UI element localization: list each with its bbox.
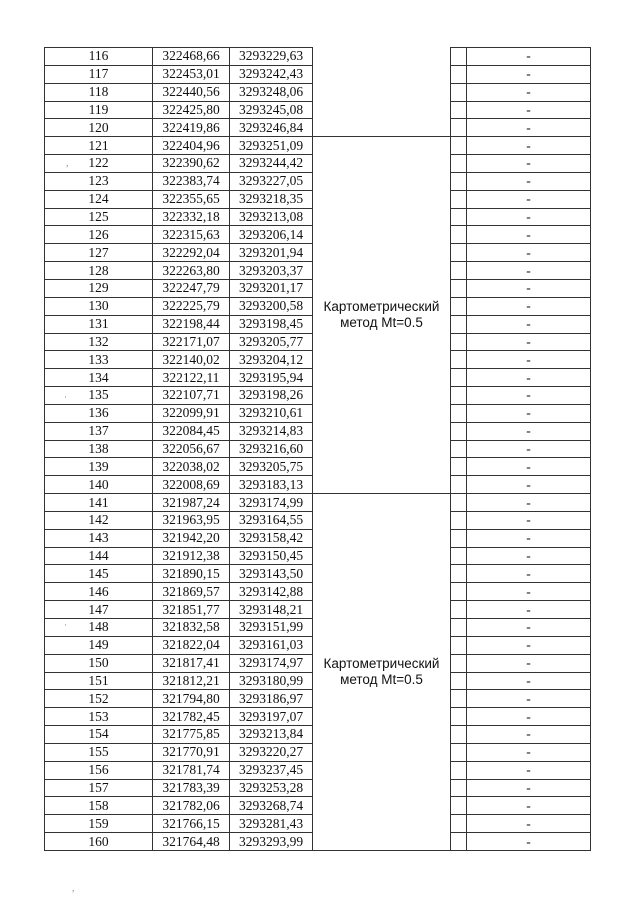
y-coordinate-cell: 3293268,74 [230, 797, 313, 815]
x-coordinate-cell: 321764,48 [153, 833, 230, 851]
x-coordinate-cell: 321781,74 [153, 761, 230, 779]
y-coordinate-cell: 3293213,84 [230, 726, 313, 744]
point-number-cell: 134 [45, 369, 153, 387]
y-coordinate-cell: 3293214,83 [230, 422, 313, 440]
empty-cell [451, 83, 467, 101]
value-cell: - [467, 422, 591, 440]
point-number-cell: 141 [45, 494, 153, 512]
point-number-cell: 139 [45, 458, 153, 476]
point-number-cell: 131 [45, 315, 153, 333]
x-coordinate-cell: 321851,77 [153, 601, 230, 619]
x-coordinate-cell: 322107,71 [153, 387, 230, 405]
method-text: метод Mt=0.5 [340, 672, 423, 688]
x-coordinate-cell: 321822,04 [153, 636, 230, 654]
empty-cell [451, 726, 467, 744]
point-number-cell: 116 [45, 48, 153, 66]
value-cell: - [467, 511, 591, 529]
value-cell: - [467, 636, 591, 654]
y-coordinate-cell: 3293161,03 [230, 636, 313, 654]
point-number-cell: 154 [45, 726, 153, 744]
x-coordinate-cell: 322453,01 [153, 65, 230, 83]
y-coordinate-cell: 3293195,94 [230, 369, 313, 387]
x-coordinate-cell: 322292,04 [153, 244, 230, 262]
x-coordinate-cell: 321794,80 [153, 690, 230, 708]
point-number-cell: 144 [45, 547, 153, 565]
empty-cell [451, 761, 467, 779]
value-cell: - [467, 190, 591, 208]
empty-cell [451, 779, 467, 797]
point-number-cell: 158 [45, 797, 153, 815]
point-number-cell: 123 [45, 172, 153, 190]
empty-cell [451, 654, 467, 672]
value-cell: - [467, 619, 591, 637]
x-coordinate-cell: 321963,95 [153, 511, 230, 529]
y-coordinate-cell: 3293197,07 [230, 708, 313, 726]
value-cell: - [467, 743, 591, 761]
point-number-cell: 140 [45, 476, 153, 494]
y-coordinate-cell: 3293245,08 [230, 101, 313, 119]
value-cell: - [467, 494, 591, 512]
x-coordinate-cell: 322122,11 [153, 369, 230, 387]
method-cell [313, 48, 451, 137]
point-number-cell: 138 [45, 440, 153, 458]
point-number-cell: 126 [45, 226, 153, 244]
method-cell [313, 137, 451, 494]
y-coordinate-cell: 3293206,14 [230, 226, 313, 244]
y-coordinate-cell: 3293198,26 [230, 387, 313, 405]
point-number-cell: 146 [45, 583, 153, 601]
empty-cell [451, 672, 467, 690]
value-cell: - [467, 815, 591, 833]
y-coordinate-cell: 3293220,27 [230, 743, 313, 761]
empty-cell [451, 404, 467, 422]
empty-cell [451, 636, 467, 654]
value-cell: - [467, 48, 591, 66]
y-coordinate-cell: 3293237,45 [230, 761, 313, 779]
value-cell: - [467, 583, 591, 601]
empty-cell [451, 833, 467, 851]
x-coordinate-cell: 322425,80 [153, 101, 230, 119]
value-cell: - [467, 369, 591, 387]
value-cell: - [467, 244, 591, 262]
point-number-cell: 127 [45, 244, 153, 262]
point-number-cell: 142 [45, 511, 153, 529]
y-coordinate-cell: 3293183,13 [230, 476, 313, 494]
y-coordinate-cell: 3293143,50 [230, 565, 313, 583]
table-row [45, 494, 591, 512]
y-coordinate-cell: 3293180,99 [230, 672, 313, 690]
value-cell: - [467, 779, 591, 797]
x-coordinate-cell: 321775,85 [153, 726, 230, 744]
point-number-cell: 117 [45, 65, 153, 83]
y-coordinate-cell: 3293201,94 [230, 244, 313, 262]
y-coordinate-cell: 3293281,43 [230, 815, 313, 833]
point-number-cell: 159 [45, 815, 153, 833]
x-coordinate-cell: 322390,62 [153, 155, 230, 173]
empty-cell [451, 101, 467, 119]
value-cell: - [467, 458, 591, 476]
empty-cell [451, 476, 467, 494]
scan-mark: · [64, 392, 67, 402]
x-coordinate-cell: 321782,06 [153, 797, 230, 815]
y-coordinate-cell: 3293229,63 [230, 48, 313, 66]
x-coordinate-cell: 322084,45 [153, 422, 230, 440]
empty-cell [451, 815, 467, 833]
value-cell: - [467, 547, 591, 565]
x-coordinate-cell: 321987,24 [153, 494, 230, 512]
point-number-cell: 150 [45, 654, 153, 672]
x-coordinate-cell: 322140,02 [153, 351, 230, 369]
x-coordinate-cell: 322038,02 [153, 458, 230, 476]
x-coordinate-cell: 322468,66 [153, 48, 230, 66]
x-coordinate-cell: 322440,56 [153, 83, 230, 101]
value-cell: - [467, 654, 591, 672]
empty-cell [451, 708, 467, 726]
y-coordinate-cell: 3293148,21 [230, 601, 313, 619]
coordinates-table [44, 47, 591, 851]
table-row [45, 137, 591, 155]
value-cell: - [467, 708, 591, 726]
point-number-cell: 153 [45, 708, 153, 726]
empty-cell [451, 351, 467, 369]
value-cell: - [467, 761, 591, 779]
y-coordinate-cell: 3293142,88 [230, 583, 313, 601]
value-cell: - [467, 226, 591, 244]
x-coordinate-cell: 322404,96 [153, 137, 230, 155]
empty-cell [451, 529, 467, 547]
x-coordinate-cell: 321783,39 [153, 779, 230, 797]
x-coordinate-cell: 322247,79 [153, 279, 230, 297]
coordinates-table-body [45, 48, 591, 851]
scan-mark: , [66, 158, 69, 168]
value-cell: - [467, 690, 591, 708]
point-number-cell: 160 [45, 833, 153, 851]
y-coordinate-cell: 3293213,08 [230, 208, 313, 226]
empty-cell [451, 226, 467, 244]
y-coordinate-cell: 3293293,99 [230, 833, 313, 851]
empty-cell [451, 797, 467, 815]
value-cell: - [467, 440, 591, 458]
value-cell: - [467, 155, 591, 173]
x-coordinate-cell: 322383,74 [153, 172, 230, 190]
empty-cell [451, 440, 467, 458]
method-text: метод Mt=0.5 [340, 315, 423, 331]
empty-cell [451, 262, 467, 280]
value-cell: - [467, 297, 591, 315]
x-coordinate-cell: 322198,44 [153, 315, 230, 333]
empty-cell [451, 190, 467, 208]
value-cell: - [467, 83, 591, 101]
x-coordinate-cell: 322419,86 [153, 119, 230, 137]
value-cell: - [467, 404, 591, 422]
value-cell: - [467, 172, 591, 190]
y-coordinate-cell: 3293246,84 [230, 119, 313, 137]
value-cell: - [467, 476, 591, 494]
value-cell: - [467, 65, 591, 83]
y-coordinate-cell: 3293216,60 [230, 440, 313, 458]
empty-cell [451, 297, 467, 315]
x-coordinate-cell: 322332,18 [153, 208, 230, 226]
empty-cell [451, 690, 467, 708]
x-coordinate-cell: 321912,38 [153, 547, 230, 565]
value-cell: - [467, 208, 591, 226]
value-cell: - [467, 797, 591, 815]
y-coordinate-cell: 3293186,97 [230, 690, 313, 708]
empty-cell [451, 494, 467, 512]
empty-cell [451, 315, 467, 333]
empty-cell [451, 565, 467, 583]
y-coordinate-cell: 3293151,99 [230, 619, 313, 637]
y-coordinate-cell: 3293205,75 [230, 458, 313, 476]
empty-cell [451, 155, 467, 173]
point-number-cell: 125 [45, 208, 153, 226]
y-coordinate-cell: 3293227,05 [230, 172, 313, 190]
point-number-cell: 133 [45, 351, 153, 369]
x-coordinate-cell: 322171,07 [153, 333, 230, 351]
x-coordinate-cell: 322355,65 [153, 190, 230, 208]
value-cell: - [467, 672, 591, 690]
point-number-cell: 137 [45, 422, 153, 440]
y-coordinate-cell: 3293205,77 [230, 333, 313, 351]
value-cell: - [467, 833, 591, 851]
point-number-cell: 145 [45, 565, 153, 583]
x-coordinate-cell: 321770,91 [153, 743, 230, 761]
empty-cell [451, 547, 467, 565]
value-cell: - [467, 262, 591, 280]
x-coordinate-cell: 321890,15 [153, 565, 230, 583]
table-row [45, 48, 591, 66]
point-number-cell: 121 [45, 137, 153, 155]
y-coordinate-cell: 3293253,28 [230, 779, 313, 797]
empty-cell [451, 65, 467, 83]
y-coordinate-cell: 3293198,45 [230, 315, 313, 333]
x-coordinate-cell: 321812,21 [153, 672, 230, 690]
empty-cell [451, 387, 467, 405]
x-coordinate-cell: 321942,20 [153, 529, 230, 547]
value-cell: - [467, 137, 591, 155]
y-coordinate-cell: 3293210,61 [230, 404, 313, 422]
empty-cell [451, 458, 467, 476]
y-coordinate-cell: 3293244,42 [230, 155, 313, 173]
value-cell: - [467, 351, 591, 369]
empty-cell [451, 583, 467, 601]
x-coordinate-cell: 321832,58 [153, 619, 230, 637]
point-number-cell: 149 [45, 636, 153, 654]
point-number-cell: 148 [45, 619, 153, 637]
point-number-cell: 118 [45, 83, 153, 101]
point-number-cell: 135 [45, 387, 153, 405]
y-coordinate-cell: 3293204,12 [230, 351, 313, 369]
point-number-cell: 120 [45, 119, 153, 137]
point-number-cell: 130 [45, 297, 153, 315]
point-number-cell: 143 [45, 529, 153, 547]
point-number-cell: 155 [45, 743, 153, 761]
y-coordinate-cell: 3293174,97 [230, 654, 313, 672]
value-cell: - [467, 333, 591, 351]
empty-cell [451, 369, 467, 387]
value-cell: - [467, 101, 591, 119]
y-coordinate-cell: 3293158,42 [230, 529, 313, 547]
empty-cell [451, 422, 467, 440]
point-number-cell: 157 [45, 779, 153, 797]
point-number-cell: 152 [45, 690, 153, 708]
y-coordinate-cell: 3293218,35 [230, 190, 313, 208]
method-cell [313, 494, 451, 851]
x-coordinate-cell: 321766,15 [153, 815, 230, 833]
empty-cell [451, 244, 467, 262]
value-cell: - [467, 119, 591, 137]
point-number-cell: 122 [45, 155, 153, 173]
value-cell: - [467, 387, 591, 405]
value-cell: - [467, 565, 591, 583]
scan-mark: , [72, 883, 75, 893]
value-cell: - [467, 279, 591, 297]
y-coordinate-cell: 3293174,99 [230, 494, 313, 512]
x-coordinate-cell: 321869,57 [153, 583, 230, 601]
y-coordinate-cell: 3293251,09 [230, 137, 313, 155]
point-number-cell: 147 [45, 601, 153, 619]
value-cell: - [467, 726, 591, 744]
empty-cell [451, 279, 467, 297]
y-coordinate-cell: 3293164,55 [230, 511, 313, 529]
point-number-cell: 124 [45, 190, 153, 208]
point-number-cell: 156 [45, 761, 153, 779]
x-coordinate-cell: 322056,67 [153, 440, 230, 458]
empty-cell [451, 208, 467, 226]
x-coordinate-cell: 322008,69 [153, 476, 230, 494]
point-number-cell: 128 [45, 262, 153, 280]
point-number-cell: 136 [45, 404, 153, 422]
x-coordinate-cell: 321782,45 [153, 708, 230, 726]
y-coordinate-cell: 3293200,58 [230, 297, 313, 315]
y-coordinate-cell: 3293201,17 [230, 279, 313, 297]
x-coordinate-cell: 322263,80 [153, 262, 230, 280]
x-coordinate-cell: 322315,63 [153, 226, 230, 244]
method-text: Картометрический [323, 299, 440, 315]
empty-cell [451, 48, 467, 66]
empty-cell [451, 119, 467, 137]
method-text: Картометрический [323, 656, 440, 672]
y-coordinate-cell: 3293150,45 [230, 547, 313, 565]
empty-cell [451, 601, 467, 619]
empty-cell [451, 333, 467, 351]
empty-cell [451, 511, 467, 529]
x-coordinate-cell: 321817,41 [153, 654, 230, 672]
point-number-cell: 132 [45, 333, 153, 351]
value-cell: - [467, 315, 591, 333]
scan-mark: · [64, 620, 67, 630]
value-cell: - [467, 529, 591, 547]
y-coordinate-cell: 3293242,43 [230, 65, 313, 83]
empty-cell [451, 172, 467, 190]
value-cell: - [467, 601, 591, 619]
empty-cell [451, 619, 467, 637]
y-coordinate-cell: 3293248,06 [230, 83, 313, 101]
point-number-cell: 119 [45, 101, 153, 119]
y-coordinate-cell: 3293203,37 [230, 262, 313, 280]
point-number-cell: 151 [45, 672, 153, 690]
x-coordinate-cell: 322099,91 [153, 404, 230, 422]
x-coordinate-cell: 322225,79 [153, 297, 230, 315]
point-number-cell: 129 [45, 279, 153, 297]
empty-cell [451, 137, 467, 155]
empty-cell [451, 743, 467, 761]
